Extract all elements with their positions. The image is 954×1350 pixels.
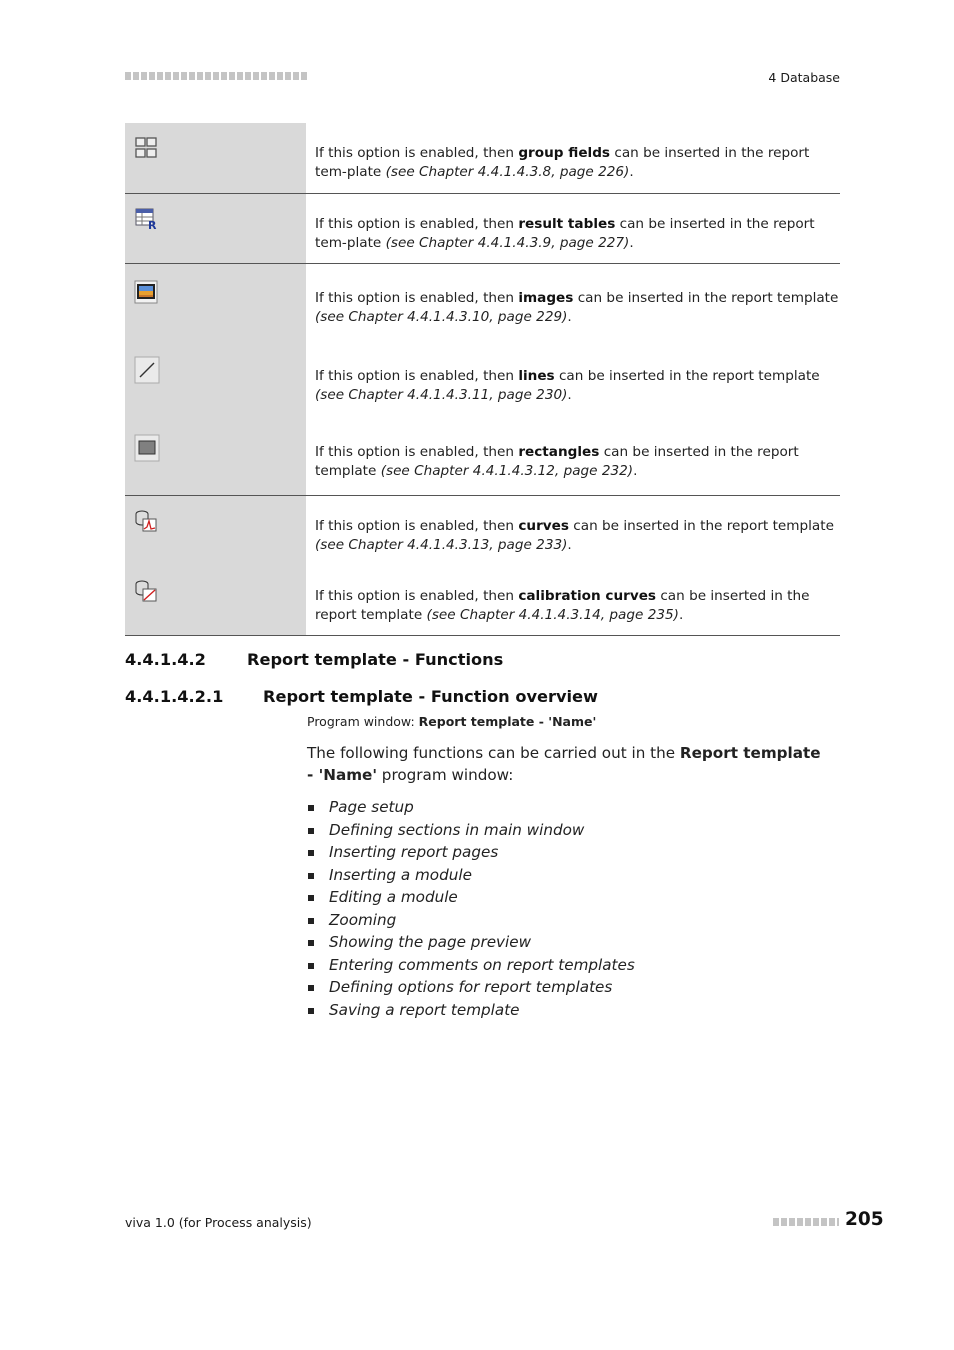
option-row-images: If this option is enabled, then images can be inserted in the report template (see Chapter 4.4.1.4.3.10, page 229).	[315, 290, 839, 325]
option-row-group-fields: If this option is enabled, then group fields can be inserted in the report tem-plate (see Chapter 4.4.1.4.3.8, page 226).	[315, 145, 810, 180]
function-link[interactable]: Editing a module	[307, 886, 635, 909]
function-link[interactable]: Defining options for report templates	[307, 976, 635, 999]
header-decoration	[125, 72, 307, 80]
image-icon	[134, 280, 158, 304]
curve-icon	[134, 509, 158, 533]
icon-column	[125, 264, 306, 495]
function-link[interactable]: Defining sections in main window	[307, 819, 635, 842]
option-group-4	[125, 496, 840, 636]
option-row-lines: If this option is enabled, then lines can be inserted in the report template (see Chapter 4.4.1.4.3.11, page 230).	[315, 367, 820, 403]
page-number: 205	[845, 1209, 884, 1230]
svg-text:R: R	[148, 219, 157, 231]
function-link[interactable]: Showing the page preview	[307, 931, 635, 954]
option-row-rectangles: If this option is enabled, then rectangles can be inserted in the report template (see Chapter 4.4.1.4.3.12, page 232).	[315, 444, 799, 479]
intro-paragraph: The following functions can be carried out in the Report template - 'Name' program window:	[307, 744, 821, 784]
rectangle-icon	[134, 434, 160, 462]
calibration-curve-icon	[134, 579, 158, 603]
function-link[interactable]: Page setup	[307, 796, 635, 819]
result-table-icon	[134, 207, 158, 231]
program-window-label: Program window: Report template - 'Name'	[307, 714, 597, 729]
option-row-calibration-curves: If this option is enabled, then calibration curves can be inserted in the report template (see Chapter 4.4.1.4.3.14, page 235).	[315, 587, 810, 623]
subsection-title: Report template - Function overview	[263, 687, 598, 706]
options-table	[125, 123, 840, 636]
option-group-2	[125, 194, 840, 264]
option-row-result-tables: If this option is enabled, then result tables can be inserted in the report tem-plate (see Chapter 4.4.1.4.3.9, page 227).	[315, 215, 815, 251]
function-link[interactable]: Saving a report template	[307, 999, 635, 1022]
function-link[interactable]: Inserting a module	[307, 864, 635, 887]
option-group-1	[125, 123, 840, 194]
function-link[interactable]: Zooming	[307, 909, 635, 932]
option-group-3	[125, 264, 840, 496]
icon-column	[125, 496, 306, 635]
section-heading	[125, 650, 504, 669]
footer-product: viva 1.0 (for Process analysis)	[125, 1215, 312, 1230]
group-fields-icon	[134, 136, 158, 160]
function-link[interactable]: Entering comments on report templates	[307, 954, 635, 977]
section-title: Report template - Functions	[247, 650, 504, 669]
header-chapter: 4 Database	[768, 70, 840, 85]
icon-column	[125, 123, 306, 193]
subsection-heading	[125, 687, 598, 706]
line-icon	[134, 356, 160, 384]
subsection-number: 4.4.1.4.2.1	[125, 687, 224, 706]
icon-column	[125, 194, 306, 263]
option-row-curves: If this option is enabled, then curves can be inserted in the report template (see Chapter 4.4.1.4.3.13, page 233).	[315, 518, 834, 553]
function-link[interactable]: Inserting report pages	[307, 841, 635, 864]
section-number: 4.4.1.4.2	[125, 650, 206, 669]
footer-decoration	[773, 1218, 839, 1226]
function-list	[307, 796, 635, 1021]
